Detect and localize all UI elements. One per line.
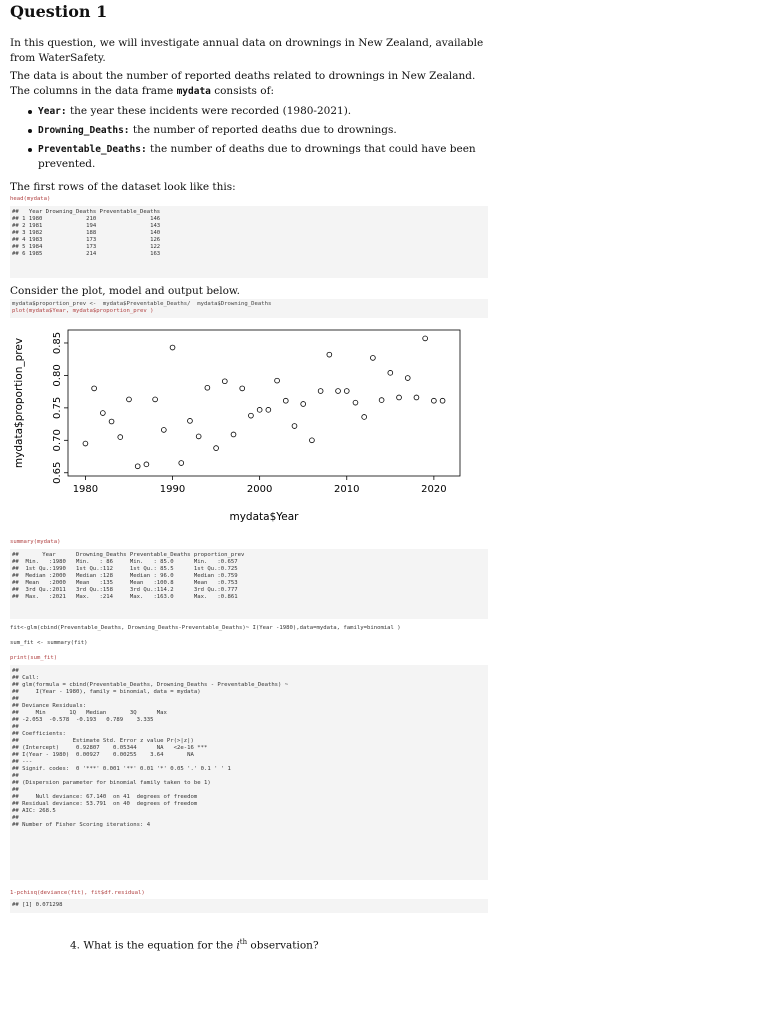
data-point bbox=[100, 411, 105, 416]
data-desc-var: mydata bbox=[176, 86, 211, 97]
first-rows-label: The first rows of the dataset look like this: bbox=[10, 181, 236, 193]
data-point bbox=[153, 397, 158, 402]
summary-command: summary(mydata) bbox=[10, 539, 61, 545]
data-desc-text-2: consists of: bbox=[214, 85, 275, 97]
data-point bbox=[196, 434, 201, 439]
y-axis-label: mydata$proportion_prev bbox=[13, 337, 25, 469]
data-point bbox=[205, 385, 210, 390]
data-point bbox=[301, 402, 306, 407]
data-point bbox=[336, 389, 341, 394]
pchisq-output: ## [1] 0.071298 bbox=[10, 899, 488, 913]
data-point bbox=[257, 407, 262, 412]
scatter-plot bbox=[10, 320, 478, 540]
data-point bbox=[310, 438, 315, 443]
data-point bbox=[362, 415, 367, 420]
print-command: print(sum_fit) bbox=[10, 655, 58, 661]
data-point bbox=[318, 389, 323, 394]
data-point bbox=[405, 376, 410, 381]
data-point bbox=[275, 378, 280, 383]
data-point bbox=[327, 352, 332, 357]
y-tick-label: 0.85 bbox=[52, 331, 63, 355]
list-item: Drowning_Deaths: the number of reported deaths due to drownings. bbox=[28, 123, 488, 138]
data-point bbox=[135, 464, 140, 469]
list-item: Preventable_Deaths: the number of deaths due to drownings that could have been prevented. bbox=[28, 142, 488, 172]
data-point bbox=[423, 336, 428, 341]
data-point bbox=[127, 397, 132, 402]
y-tick-label: 0.65 bbox=[52, 461, 63, 484]
pchisq-command: 1-pchisq(deviance(fit), fit$df.residual) bbox=[10, 890, 145, 896]
consider-label: Consider the plot, model and output below. bbox=[10, 285, 241, 297]
data-point bbox=[283, 398, 288, 403]
data-point bbox=[249, 413, 254, 418]
sumfit-command: sum_fit <- summary(fit) bbox=[10, 640, 88, 646]
page-title: Question 1 bbox=[10, 2, 108, 21]
data-point bbox=[170, 345, 175, 350]
plot-code: mydata$proportion_prev <- mydata$Preventable_Deaths/ mydata$Drowning_Deaths plot(mydata$Year, mydata$proportion_prev ) bbox=[10, 299, 488, 318]
data-point bbox=[231, 432, 236, 437]
data-desc-text-1: The data is about the number of reported deaths related to drownings in New Zealand. The columns in the data frame bbox=[10, 70, 476, 97]
column-list bbox=[28, 104, 488, 176]
y-tick-label: 0.80 bbox=[52, 364, 63, 387]
summary-output: ## Year Drowning_Deaths Preventable_Deaths proportion_prev ## Min. :1980 Min. : 86 Min. : 85.0 Min. :0.657 ## 1st Qu.:1990 1st Qu.:112 1st Qu.: 85.5 1st Qu.:0.725 ## Median :2000 Median :128 Median : 96.0 Median :0.759 ## Mean :2000 Mean :135 Mean :100.8 Mean :0.753 ## 3rd Qu.:2011 3rd Qu.:158 3rd Qu.:114.2 3rd Qu.:0.777 ## Max. :2021 Max. :214 Max. :163.0 Max. :0.861 bbox=[10, 549, 488, 619]
data-point bbox=[414, 395, 419, 400]
data-point bbox=[292, 424, 297, 429]
x-tick-label: 1980 bbox=[72, 484, 99, 495]
head-output: ## Year Drowning_Deaths Preventable_Deaths ## 1 1980 210 146 ## 2 1981 194 143 ## 3 1982 188 140 ## 4 1983 173 126 ## 5 1984 173 122 ## 6 1985 214 163 bbox=[10, 206, 488, 278]
x-axis-label: mydata$Year bbox=[229, 511, 299, 523]
data-point bbox=[240, 386, 245, 391]
data-point bbox=[92, 386, 97, 391]
data-point bbox=[83, 441, 88, 446]
fit-command: fit<-glm(cbind(Preventable_Deaths, Drowning_Deaths-Preventable_Deaths)~ I(Year -1980),data=mydata, family=binomial ) bbox=[10, 625, 401, 631]
x-tick-label: 2000 bbox=[246, 484, 273, 495]
data-description bbox=[10, 69, 488, 99]
data-point bbox=[431, 398, 436, 403]
data-point bbox=[353, 400, 358, 405]
list-item: Year: the year these incidents were recorded (1980-2021). bbox=[28, 104, 488, 119]
x-tick-label: 1990 bbox=[159, 484, 186, 495]
data-point bbox=[222, 379, 227, 384]
data-point bbox=[161, 428, 166, 433]
head-command: head(mydata) bbox=[10, 196, 51, 202]
y-tick-label: 0.75 bbox=[52, 396, 63, 419]
data-point bbox=[214, 446, 219, 451]
data-point bbox=[179, 461, 184, 466]
data-point bbox=[379, 398, 384, 403]
print-output: ## ## Call: ## glm(formula = cbind(Preventable_Deaths, Drowning_Deaths - Preventable_Deaths) ~ ## I(Year - 1980), family = binomial, data = mydata) ## ## Deviance Residuals: ## Min 1Q Median 3Q Max ## -2.053 -0.578 -0.193 0.789 3.335 ## ## Coefficients: ## Estimate Std. Error z value Pr(>|z|) ## (Intercept) 0.92807 0.05344 NA <2e-16 *** ## I(Year - 1980) 0.00927 0.00255 3.64 NA ## --- ## Signif. codes: 0 '***' 0.001 '**' 0.01 '*' 0.05 '.' 0.1 ' ' 1 ## ## (Dispersion parameter for binomial family taken to be 1) ## ## Null deviance: 67.140 on 41 degrees of freedom ## Residual deviance: 53.791 on 40 degrees of freedom ## AIC: 268.5 ## ## Number of Fisher Scoring iterations: 4 bbox=[10, 665, 488, 880]
x-tick-label: 2020 bbox=[421, 484, 447, 495]
data-point bbox=[388, 370, 393, 375]
data-point bbox=[144, 462, 149, 467]
data-point bbox=[440, 398, 445, 403]
question-4: 4. What is the equation for the $i^{th}$ observation? bbox=[70, 938, 319, 952]
data-point bbox=[118, 435, 123, 440]
plot-frame bbox=[68, 330, 460, 476]
y-tick-label: 0.70 bbox=[52, 429, 63, 452]
data-point bbox=[266, 407, 271, 412]
data-point bbox=[370, 356, 375, 361]
x-tick-label: 2010 bbox=[334, 484, 360, 495]
intro-paragraph: In this question, we will investigate annual data on drownings in New Zealand, available from WaterSafety. bbox=[10, 37, 484, 64]
data-point bbox=[188, 418, 193, 423]
data-point bbox=[397, 395, 402, 400]
data-point bbox=[109, 419, 114, 424]
data-point bbox=[344, 389, 349, 394]
